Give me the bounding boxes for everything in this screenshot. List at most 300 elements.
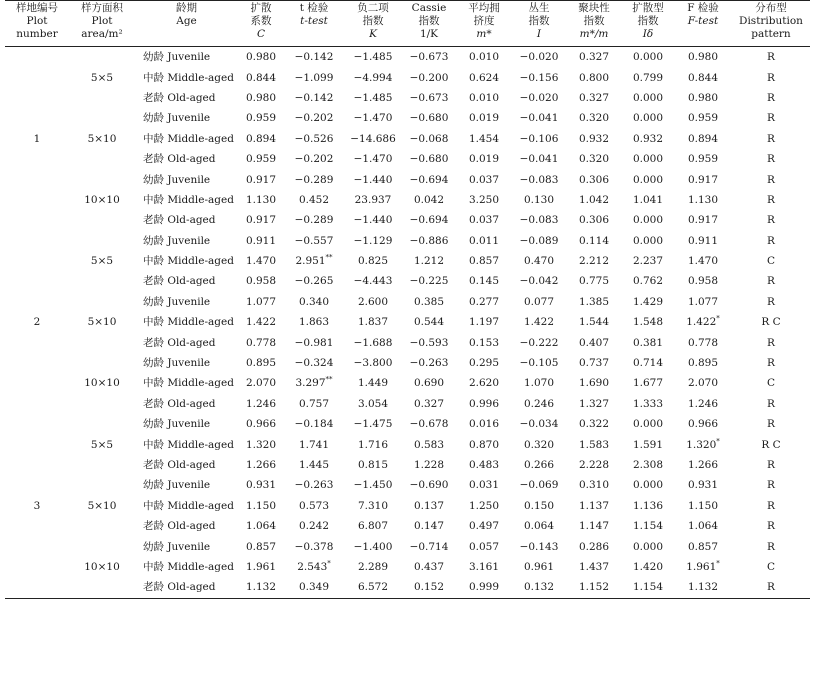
value-morisita: 0.000 <box>632 418 664 431</box>
value-t: 1.445 <box>298 459 330 471</box>
value-inv-k-cell <box>402 516 456 536</box>
value-mean-crowding-cell <box>456 292 512 312</box>
value-inv-k: −0.886 <box>409 234 449 247</box>
value-patchiness-cell <box>566 332 622 352</box>
value-pattern-cell <box>732 475 810 495</box>
age-cell: 老龄 Old-aged <box>143 520 216 533</box>
value-morisita-cell <box>622 47 674 68</box>
value-mean-crowding-cell <box>456 577 512 598</box>
value-clump: −0.020 <box>519 51 559 64</box>
value-f: 0.980 <box>687 91 719 104</box>
value-pattern: R <box>767 418 775 431</box>
value-patchiness: 0.320 <box>578 153 610 166</box>
value-mean-crowding-cell <box>456 169 512 189</box>
value-morisita: 0.000 <box>632 91 664 104</box>
value-k-cell <box>344 231 402 251</box>
value-inv-k: 0.152 <box>413 581 445 594</box>
age-cell: 幼龄 Juvenile <box>143 357 211 370</box>
value-patchiness: 0.286 <box>578 540 610 553</box>
value-t-cell <box>284 149 344 169</box>
value-mean-crowding: 0.145 <box>468 275 500 288</box>
value-t-cell <box>284 394 344 414</box>
age-cell: 老龄 Old-aged <box>143 153 216 166</box>
value-t: −0.526 <box>294 132 334 145</box>
value-morisita: 0.000 <box>632 51 664 64</box>
value-c: 0.894 <box>245 132 277 145</box>
value-patchiness-cell <box>566 292 622 312</box>
value-pattern: R <box>767 459 775 471</box>
age-cell: 老龄 Old-aged <box>143 275 216 288</box>
value-mean-crowding: 0.870 <box>468 438 500 451</box>
value-k-cell <box>344 414 402 434</box>
plot-area-cell: 5×10 <box>87 499 117 512</box>
value-pattern-cell <box>732 210 810 230</box>
value-morisita: 1.136 <box>632 499 664 512</box>
value-patchiness: 1.544 <box>578 316 610 329</box>
value-clump-cell <box>512 231 566 251</box>
value-clump-cell <box>512 577 566 598</box>
value-morisita-cell <box>622 67 674 87</box>
value-k-cell <box>344 88 402 108</box>
value-inv-k: −0.714 <box>409 540 449 553</box>
value-inv-k: 0.385 <box>413 295 445 308</box>
value-clump-cell <box>512 190 566 210</box>
value-c: 0.959 <box>245 153 277 166</box>
value-t: −0.202 <box>294 153 334 166</box>
value-f: 1.150 <box>687 499 719 512</box>
value-k: −1.688 <box>353 336 393 349</box>
value-clump: −0.020 <box>519 91 559 104</box>
value-morisita: 1.677 <box>632 377 664 390</box>
table-container <box>5 0 810 599</box>
value-inv-k: −0.678 <box>409 418 449 431</box>
value-k: −1.440 <box>353 214 393 227</box>
value-k: −1.470 <box>353 112 393 125</box>
value-inv-k-cell <box>402 332 456 352</box>
age-cell: 老龄 Old-aged <box>143 397 216 410</box>
value-mean-crowding: 0.497 <box>468 520 500 533</box>
value-c-cell <box>238 577 284 598</box>
value-morisita: 1.154 <box>632 581 664 594</box>
value-t-cell <box>284 557 344 577</box>
value-f-cell <box>674 47 732 68</box>
value-c-cell <box>238 557 284 577</box>
value-clump: −0.105 <box>519 357 559 370</box>
value-f: 0.959 <box>687 153 719 166</box>
value-c: 0.917 <box>245 214 277 227</box>
value-k-cell <box>344 536 402 556</box>
value-patchiness: 1.147 <box>578 520 610 533</box>
value-patchiness: 0.932 <box>578 132 610 145</box>
value-morisita: 0.932 <box>632 132 664 145</box>
value-patchiness: 0.775 <box>578 275 610 288</box>
value-patchiness: 2.228 <box>578 459 610 471</box>
value-patchiness-cell <box>566 251 622 271</box>
value-morisita: 2.237 <box>632 255 664 268</box>
value-f-cell <box>674 373 732 393</box>
value-pattern: R <box>767 51 775 64</box>
value-inv-k-cell <box>402 536 456 556</box>
value-k: −3.800 <box>353 357 393 370</box>
value-f: 0.959 <box>687 112 719 125</box>
value-patchiness-cell <box>566 190 622 210</box>
value-pattern: R <box>767 295 775 308</box>
header-t-test: t 检验 t-test <box>299 2 329 27</box>
value-pattern: R <box>767 91 775 104</box>
value-t-cell <box>284 475 344 495</box>
value-inv-k-cell <box>402 169 456 189</box>
value-c-cell <box>238 496 284 516</box>
value-patchiness: 0.310 <box>578 479 610 492</box>
value-pattern-cell <box>732 88 810 108</box>
value-inv-k: 1.212 <box>413 255 445 268</box>
value-clump-cell <box>512 129 566 149</box>
value-clump: −0.034 <box>519 418 559 431</box>
value-inv-k: −0.694 <box>409 173 449 186</box>
value-clump-cell <box>512 67 566 87</box>
value-t: 1.741 <box>298 438 330 451</box>
value-pattern: R <box>767 336 775 349</box>
value-morisita: 1.041 <box>632 193 664 206</box>
value-mean-crowding-cell <box>456 332 512 352</box>
header-age: 龄期 Age <box>176 2 197 27</box>
value-inv-k-cell <box>402 88 456 108</box>
value-t-cell <box>284 292 344 312</box>
value-t: −0.981 <box>294 336 334 349</box>
value-inv-k: 0.544 <box>413 316 445 329</box>
value-pattern-cell <box>732 271 810 291</box>
value-pattern: R C <box>761 316 781 329</box>
value-t: −0.557 <box>294 234 334 247</box>
value-f: 1.422 <box>686 316 717 329</box>
value-morisita-cell <box>622 108 674 128</box>
value-morisita: 0.000 <box>632 173 664 186</box>
value-c-cell <box>238 210 284 230</box>
value-t-cell <box>284 455 344 475</box>
age-cell: 幼龄 Juvenile <box>143 173 211 186</box>
value-c: 0.857 <box>245 540 277 553</box>
value-patchiness-cell <box>566 47 622 68</box>
value-pattern: R <box>767 193 775 206</box>
value-c: 0.931 <box>245 479 277 492</box>
value-f: 1.064 <box>687 520 719 533</box>
value-inv-k: −0.694 <box>409 214 449 227</box>
value-morisita: 2.308 <box>632 459 664 471</box>
value-t-cell <box>284 190 344 210</box>
age-cell: 幼龄 Juvenile <box>143 418 211 431</box>
value-clump-cell <box>512 312 566 332</box>
value-k-cell <box>344 434 402 454</box>
value-morisita-cell <box>622 353 674 373</box>
value-patchiness: 0.306 <box>578 214 610 227</box>
value-t: −0.324 <box>294 357 334 370</box>
value-t-cell <box>284 108 344 128</box>
plot-area-cell: 10×10 <box>84 193 120 206</box>
significance-mark: * <box>716 559 720 568</box>
value-f-cell <box>674 67 732 87</box>
table-row <box>5 414 810 434</box>
value-patchiness: 0.800 <box>578 71 610 84</box>
value-mean-crowding-cell <box>456 373 512 393</box>
value-clump-cell <box>512 292 566 312</box>
value-c: 1.132 <box>245 581 277 594</box>
value-morisita-cell <box>622 210 674 230</box>
value-pattern: R <box>767 214 775 227</box>
value-pattern-cell <box>732 536 810 556</box>
value-pattern-cell <box>732 353 810 373</box>
value-c-cell <box>238 536 284 556</box>
value-inv-k-cell <box>402 312 456 332</box>
value-inv-k: −0.593 <box>409 336 449 349</box>
value-clump: −0.041 <box>519 112 559 125</box>
value-k: −1.440 <box>353 173 393 186</box>
value-mean-crowding-cell <box>456 536 512 556</box>
value-morisita-cell <box>622 394 674 414</box>
value-f-cell <box>674 271 732 291</box>
value-morisita-cell <box>622 475 674 495</box>
value-pattern: R <box>767 357 775 370</box>
header-c: 扩散 系数 C <box>250 2 272 40</box>
value-clump-cell <box>512 434 566 454</box>
value-c: 0.980 <box>245 51 277 64</box>
plot-area-cell: 5×5 <box>90 255 114 268</box>
value-mean-crowding-cell <box>456 557 512 577</box>
value-morisita: 0.000 <box>632 112 664 125</box>
table-row <box>5 47 810 68</box>
value-k-cell <box>344 332 402 352</box>
value-patchiness: 0.306 <box>578 173 610 186</box>
value-clump-cell <box>512 516 566 536</box>
value-patchiness: 1.137 <box>578 499 610 512</box>
value-inv-k-cell <box>402 414 456 434</box>
value-pattern: C <box>766 255 776 268</box>
value-c-cell <box>238 516 284 536</box>
table-row <box>5 169 810 189</box>
value-patchiness: 1.327 <box>578 397 610 410</box>
value-t-cell <box>284 129 344 149</box>
value-clump: 0.246 <box>523 397 555 410</box>
value-f: 0.844 <box>687 71 719 84</box>
table-row <box>5 108 810 128</box>
value-c-cell <box>238 169 284 189</box>
value-c: 1.266 <box>245 459 277 471</box>
value-morisita: 0.762 <box>632 275 664 288</box>
value-k-cell <box>344 149 402 169</box>
value-f-cell <box>674 455 732 475</box>
value-mean-crowding: 0.857 <box>468 255 500 268</box>
value-k: −4.994 <box>353 71 393 84</box>
value-f: 2.070 <box>687 377 719 390</box>
value-morisita: 1.548 <box>632 316 664 329</box>
value-clump-cell <box>512 88 566 108</box>
value-inv-k-cell <box>402 455 456 475</box>
value-morisita-cell <box>622 169 674 189</box>
age-cell: 老龄 Old-aged <box>143 91 216 104</box>
value-k-cell <box>344 251 402 271</box>
value-t: −1.099 <box>294 71 334 84</box>
value-c: 0.844 <box>245 71 277 84</box>
value-clump-cell <box>512 475 566 495</box>
value-c: 0.959 <box>245 112 277 125</box>
value-mean-crowding-cell <box>456 271 512 291</box>
value-f-cell <box>674 496 732 516</box>
value-patchiness-cell <box>566 88 622 108</box>
value-inv-k: −0.673 <box>409 51 449 64</box>
value-t: 0.340 <box>298 295 330 308</box>
plot-number-cell: 2 <box>33 316 41 329</box>
value-t: 0.573 <box>298 499 330 512</box>
value-mean-crowding: 0.996 <box>468 397 500 410</box>
value-t: −0.202 <box>294 112 334 125</box>
value-clump: 0.266 <box>523 459 555 471</box>
significance-mark: ** <box>325 375 333 384</box>
value-k: 7.310 <box>357 499 389 512</box>
value-pattern-cell <box>732 434 810 454</box>
value-clump: 0.150 <box>523 499 555 512</box>
value-morisita-cell <box>622 516 674 536</box>
significance-mark: ** <box>325 253 333 262</box>
value-pattern-cell <box>732 129 810 149</box>
value-inv-k-cell <box>402 292 456 312</box>
value-inv-k: −0.690 <box>409 479 449 492</box>
value-c-cell <box>238 149 284 169</box>
value-t-cell <box>284 434 344 454</box>
plot-area-cell: 10×10 <box>84 560 120 573</box>
value-f: 0.894 <box>687 132 719 145</box>
value-t: 0.757 <box>298 397 330 410</box>
value-patchiness-cell <box>566 108 622 128</box>
value-morisita-cell <box>622 373 674 393</box>
value-patchiness: 1.385 <box>578 295 610 308</box>
value-mean-crowding-cell <box>456 353 512 373</box>
header-cassie: Cassie 指数 1/K <box>411 2 447 40</box>
age-cell: 幼龄 Juvenile <box>143 479 211 492</box>
value-clump: 0.470 <box>523 255 555 268</box>
value-mean-crowding: 3.161 <box>468 560 500 573</box>
value-t-cell <box>284 577 344 598</box>
value-inv-k-cell <box>402 129 456 149</box>
value-k-cell <box>344 129 402 149</box>
value-mean-crowding-cell <box>456 414 512 434</box>
age-cell: 幼龄 Juvenile <box>143 112 211 125</box>
value-pattern: C <box>766 377 776 390</box>
value-patchiness: 1.690 <box>578 377 610 390</box>
value-t: −0.263 <box>294 479 334 492</box>
value-patchiness-cell <box>566 312 622 332</box>
value-t: 0.452 <box>298 193 330 206</box>
value-pattern-cell <box>732 231 810 251</box>
value-morisita-cell <box>622 332 674 352</box>
age-cell: 中龄 Middle-aged <box>143 132 234 145</box>
value-morisita-cell <box>622 414 674 434</box>
value-t: −0.289 <box>294 214 334 227</box>
value-patchiness-cell <box>566 434 622 454</box>
value-c: 1.422 <box>245 316 277 329</box>
value-f: 1.470 <box>687 255 719 268</box>
age-cell: 老龄 Old-aged <box>143 459 216 471</box>
value-patchiness: 2.212 <box>578 255 610 268</box>
value-mean-crowding: 0.037 <box>468 214 500 227</box>
value-mean-crowding-cell <box>456 129 512 149</box>
value-mean-crowding: 1.250 <box>468 499 500 512</box>
value-mean-crowding: 0.037 <box>468 173 500 186</box>
value-mean-crowding-cell <box>456 455 512 475</box>
value-inv-k: 0.690 <box>413 377 445 390</box>
value-inv-k-cell <box>402 67 456 87</box>
value-inv-k-cell <box>402 108 456 128</box>
value-morisita-cell <box>622 292 674 312</box>
value-clump-cell <box>512 455 566 475</box>
table-header <box>5 1 810 47</box>
value-morisita-cell <box>622 88 674 108</box>
value-t-cell <box>284 312 344 332</box>
value-morisita-cell <box>622 434 674 454</box>
value-mean-crowding: 0.010 <box>468 51 500 64</box>
age-cell: 中龄 Middle-aged <box>143 560 234 573</box>
value-mean-crowding: 0.624 <box>468 71 500 84</box>
value-f-cell <box>674 129 732 149</box>
value-f-cell <box>674 231 732 251</box>
value-mean-crowding-cell <box>456 231 512 251</box>
value-morisita: 1.154 <box>632 520 664 533</box>
value-k-cell <box>344 475 402 495</box>
value-clump: −0.041 <box>519 153 559 166</box>
value-patchiness: 1.583 <box>578 438 610 451</box>
value-k-cell <box>344 47 402 68</box>
value-c: 1.320 <box>245 438 277 451</box>
value-clump-cell <box>512 332 566 352</box>
value-morisita: 1.333 <box>632 397 664 410</box>
value-inv-k-cell <box>402 373 456 393</box>
value-f-cell <box>674 536 732 556</box>
value-k: 6.572 <box>357 581 389 594</box>
value-morisita: 0.000 <box>632 153 664 166</box>
value-t: 3.297 <box>295 377 326 390</box>
age-cell: 幼龄 Juvenile <box>143 51 211 64</box>
value-c: 0.958 <box>245 275 277 288</box>
value-patchiness-cell <box>566 516 622 536</box>
value-f-cell <box>674 414 732 434</box>
value-pattern-cell <box>732 557 810 577</box>
value-clump: 0.130 <box>523 193 555 206</box>
value-pattern-cell <box>732 190 810 210</box>
value-c: 1.077 <box>245 295 277 308</box>
age-cell: 中龄 Middle-aged <box>143 377 234 390</box>
value-clump: 1.422 <box>523 316 555 329</box>
value-c: 1.064 <box>245 520 277 533</box>
value-inv-k-cell <box>402 47 456 68</box>
value-c-cell <box>238 47 284 68</box>
value-pattern-cell <box>732 108 810 128</box>
value-k: 2.289 <box>357 560 389 573</box>
value-t: 1.863 <box>298 316 330 329</box>
value-pattern: R <box>767 275 775 288</box>
value-patchiness-cell <box>566 496 622 516</box>
value-c-cell <box>238 455 284 475</box>
value-mean-crowding-cell <box>456 190 512 210</box>
value-clump: −0.156 <box>519 71 559 84</box>
value-t: −0.378 <box>294 540 334 553</box>
value-clump-cell <box>512 108 566 128</box>
value-f: 0.778 <box>687 336 719 349</box>
header-clump-index: 丛生 指数 I <box>528 2 550 40</box>
value-c: 0.895 <box>245 357 277 370</box>
value-mean-crowding: 1.454 <box>468 132 500 145</box>
value-patchiness-cell <box>566 169 622 189</box>
value-patchiness-cell <box>566 353 622 373</box>
value-pattern-cell <box>732 373 810 393</box>
value-c-cell <box>238 373 284 393</box>
